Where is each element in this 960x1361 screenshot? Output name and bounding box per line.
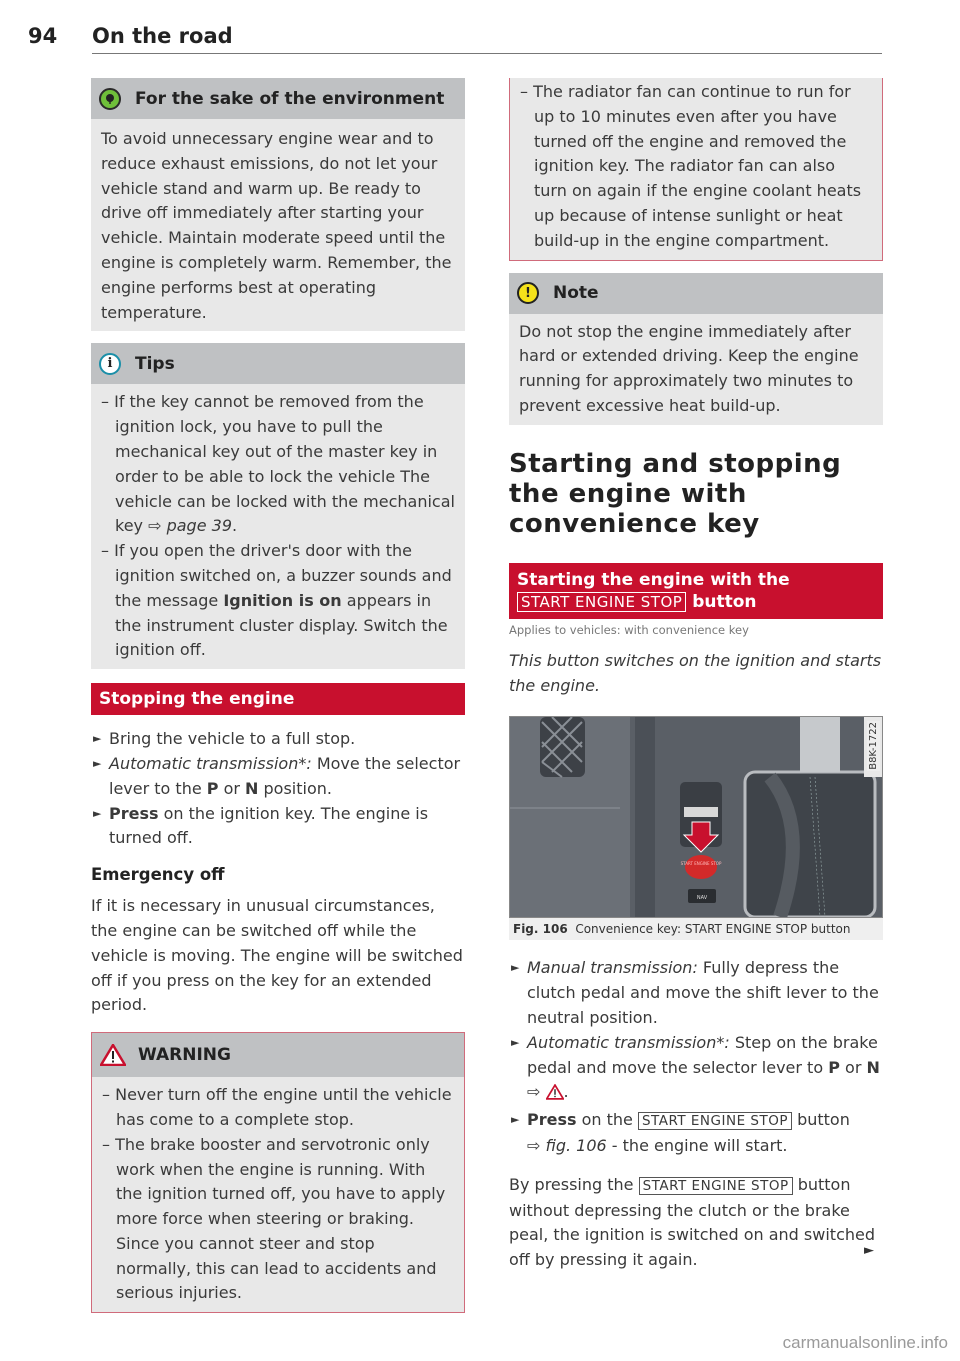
tree-icon	[99, 88, 121, 110]
tips-box-header	[91, 343, 465, 384]
warning-item-text: The radiator fan can continue to run for up to 10 minutes even after you have turned off the engine and removed the ignition key. The radiator fan can also turn on again if the engine coolant heats up because of intense sunlight or heat build-up in the engine compartment.	[533, 82, 862, 250]
bullet-triangle-icon: ►	[511, 1113, 520, 1127]
step-item	[509, 1108, 883, 1159]
tips-box-title: Tips	[135, 353, 175, 374]
tips-item: – If you open the driver's door with the ignition switched on, a buzzer sounds and the message Ignition is on appears in the instrument cluster display. Switch the ignition off.	[101, 541, 452, 660]
emergency-off-body: If it is necessary in unusual circumstances, the engine can be switched off while the vehicle is moving. The engine will be switched off if you press on the key for an extended period.	[91, 896, 463, 1015]
warning-item: – The brake booster and servotronic only work when the engine is running. With the ignition turned off, you have to apply more force when steering or braking. Since you cannot steer and stop normally, this can lead to accidents and serious injuries.	[102, 1134, 446, 1303]
warning-item: – Never turn off the engine until the vehicle has come to a complete stop.	[102, 1085, 452, 1129]
note-box-header	[509, 273, 883, 314]
bullet-triangle-icon: ►	[93, 756, 102, 770]
gear-p: P	[206, 778, 219, 798]
bullet-triangle-icon: ►	[93, 806, 102, 820]
page-reference-link[interactable]: ⇨ page 39	[148, 516, 232, 536]
step-text: or	[218, 778, 246, 798]
convenience-key-title: Starting and stopping the engine with convenience key	[509, 448, 842, 539]
warning-item: – The radiator fan can continue to run for up to 10 minutes even after you have turned off the engine and removed the ignition key. The radiator fan can also turn on again if the engine coolant heats up because of intense sunlight or heat build-up in the engine compartment.	[520, 82, 862, 250]
page-number: 94	[28, 24, 58, 48]
stopping-engine-heading: Stopping the engine	[91, 683, 465, 715]
step-text: or	[839, 1057, 867, 1077]
tips-item-text: If you open the driver's door with the ignition switched on, a buzzer sounds and the message	[114, 541, 452, 610]
figure-image	[509, 716, 883, 918]
step-text: on the ignition key. The engine is turned off.	[109, 803, 429, 848]
step-item	[509, 956, 883, 1030]
step-text: position.	[258, 778, 332, 798]
gear-p: P	[828, 1057, 840, 1077]
start-engine-stop-keycap: START ENGINE STOP	[517, 592, 686, 612]
figure-code: B8K-1722	[868, 722, 879, 771]
warning-box-title: WARNING	[138, 1045, 231, 1066]
info-icon: i	[99, 353, 121, 375]
figure-reference-link[interactable]: ⇨ fig. 106	[527, 1135, 607, 1155]
note-box-body: Do not stop the engine immediately after hard or extended driving. Keep the engine running for approximately two minutes to prevent excessive heat build-up.	[519, 321, 859, 415]
tips-item: – If the key cannot be removed from the ignition lock, you have to pull the mechanical key out of the master key in order to be able to lock the vehicle The vehicle can be locked with the mechanical key ⇨ page 39.	[101, 392, 455, 536]
header-rule	[92, 53, 882, 54]
step-text: Step on the brake pedal and move the selector lever to	[527, 1032, 878, 1077]
warning-box-body	[92, 1077, 464, 1312]
step-item	[91, 802, 465, 852]
step-item	[91, 727, 465, 752]
figure-button-label: START ENGINE STOP	[680, 861, 722, 867]
warning-box-header	[92, 1033, 464, 1077]
step-text: Move the selector lever to the	[109, 753, 461, 798]
step-text: Bring the vehicle to a full stop.	[109, 729, 356, 749]
start-engine-stop-keycap: START ENGINE STOP	[639, 1177, 793, 1195]
note-box	[509, 273, 883, 425]
gear-n: N	[245, 778, 259, 798]
environment-box-title: For the sake of the environment	[135, 88, 445, 109]
emergency-off-heading: Emergency off	[91, 865, 225, 885]
step-item	[509, 1031, 883, 1108]
starting-steps	[509, 956, 883, 1158]
step-text: .	[563, 1082, 569, 1102]
step-action: Press	[527, 1110, 577, 1130]
warning-continued-body	[510, 78, 882, 260]
bullet-triangle-icon: ►	[93, 732, 102, 746]
warning-reference-link[interactable]: ⇨	[527, 1082, 541, 1102]
environment-box-header	[91, 78, 465, 119]
tips-item-text: If the key cannot be removed from the ignition lock, you have to pull the mechanical key out of the master key in order to be able to lock the vehicle The vehicle can be locked with the mechanical key	[114, 392, 455, 536]
tips-box-body	[91, 384, 465, 669]
start-engine-stop-keycap: START ENGINE STOP	[638, 1112, 792, 1130]
figure-number: Fig. 106	[513, 922, 568, 937]
gear-n: N	[866, 1057, 880, 1077]
watermark: carmanualsonline.info	[782, 1333, 948, 1352]
left-column	[91, 78, 465, 1313]
heading-text: button	[692, 591, 757, 612]
intro-text: This button switches on the ignition and starts the engine.	[509, 650, 882, 695]
note-box-title: Note	[553, 283, 599, 304]
warning-item-text: Never turn off the engine until the vehicle has come to a complete stop.	[115, 1085, 452, 1129]
tips-item-text: appears in the instrument cluster display. Switch the ignition off.	[115, 590, 448, 660]
closing-paragraph	[509, 1173, 883, 1273]
bullet-triangle-icon: ►	[511, 961, 520, 975]
environment-box	[91, 78, 465, 331]
center-console-illustration	[510, 717, 882, 917]
step-item	[91, 752, 465, 802]
step-condition: Automatic transmission*:	[109, 753, 312, 773]
right-column	[509, 78, 883, 1273]
paragraph-text: button without depressing the clutch or the brake peal, the ignition is switched on and switched off by pressing it again.	[509, 1174, 875, 1270]
tips-item-end: .	[232, 516, 238, 536]
figure-caption-text: Convenience key: START ENGINE STOP button	[575, 922, 851, 937]
step-condition: Manual transmission:	[527, 958, 698, 978]
step-action: Press	[109, 803, 159, 823]
step-text: Fully depress the clutch pedal and move the shift lever to the neutral position.	[527, 958, 879, 1027]
heading-text: Starting the engine with the	[517, 569, 790, 590]
applies-to-note: Applies to vehicles: with convenience key	[509, 622, 749, 637]
continue-arrow-icon: ►	[864, 1243, 874, 1258]
ignition-message-label: Ignition is on	[223, 590, 342, 610]
step-text: on the	[576, 1110, 638, 1130]
starting-engine-heading	[509, 563, 883, 619]
bullet-triangle-icon: ►	[511, 1035, 520, 1049]
environment-box-body: To avoid unnecessary engine wear and to reduce exhaust emissions, do not let your vehicle stand and warm up. Be ready to drive off immediately after starting your vehicle. Maintain moderate speed until the engine is completely warm. Remember, the engine performs best at operating temperature.	[101, 129, 452, 322]
step-text: - the engine will start.	[606, 1135, 788, 1155]
warning-triangle-icon[interactable]	[546, 1083, 564, 1108]
warning-box	[91, 1032, 465, 1313]
warning-box-continued	[509, 78, 883, 261]
warning-item-text: The brake booster and servotronic only work when the engine is running. With the ignition turned off, you have to apply more force when steering or braking. Since you cannot steer and stop normally, this can lead to accidents and serious injuries.	[115, 1134, 446, 1303]
figure-nav-label: NAV	[696, 895, 708, 902]
figure-106	[509, 716, 883, 940]
figure-caption	[509, 918, 883, 940]
step-condition: Automatic transmission*:	[527, 1032, 730, 1052]
exclamation-icon: !	[517, 282, 539, 304]
tips-box	[91, 343, 465, 669]
step-text: button	[791, 1110, 850, 1130]
section-title: On the road	[92, 24, 233, 48]
stopping-steps	[91, 727, 465, 851]
warning-triangle-icon	[100, 1044, 126, 1066]
paragraph-text: By pressing the	[509, 1174, 639, 1194]
